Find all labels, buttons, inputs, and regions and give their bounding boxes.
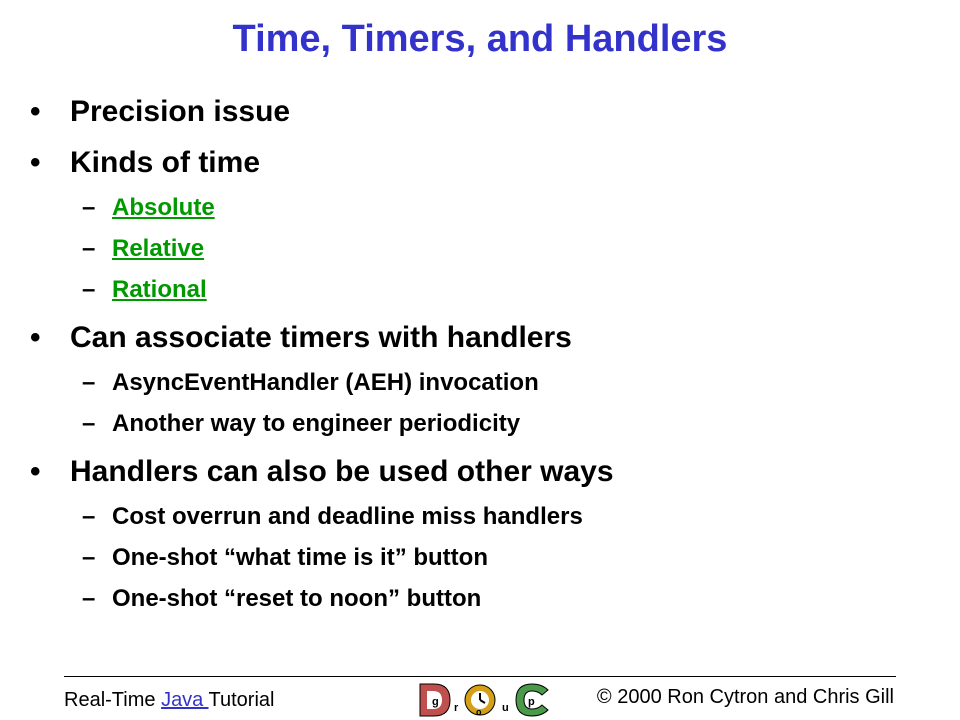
dash-symbol: – <box>82 585 96 612</box>
sub-bullet-text: AsyncEventHandler (AEH) invocation <box>112 369 539 396</box>
bullet-item <box>30 455 614 489</box>
dash-symbol: – <box>82 235 96 262</box>
bullet-text: Can associate timers with handlers <box>70 321 572 354</box>
rational-link[interactable]: Rational <box>112 276 207 303</box>
sub-bullet-text: Another way to engineer periodicity <box>112 410 521 437</box>
sub-bullet-item <box>82 235 204 263</box>
sub-bullet-text: One-shot “what time is it” button <box>112 544 488 571</box>
sub-bullet-item <box>82 544 488 572</box>
bullet-text: Precision issue <box>70 95 291 128</box>
dash-symbol: – <box>82 194 96 221</box>
slide-title: Time, Timers, and Handlers <box>232 18 728 60</box>
footer-prefix: Real-Time <box>64 689 162 711</box>
bullet-text: Kinds of time <box>70 146 261 179</box>
sub-bullet-text: One-shot “reset to noon” button <box>112 585 482 612</box>
relative-link[interactable]: Relative <box>112 235 205 262</box>
footer-copyright: © 2000 Ron Cytron and Chris Gill <box>596 686 894 708</box>
logo-letter-c <box>516 684 548 716</box>
logo-letter-d <box>420 684 450 716</box>
footer-divider <box>64 676 896 677</box>
sub-bullet-item <box>82 369 539 397</box>
bullet-item <box>30 321 572 355</box>
bullet-item <box>30 95 290 129</box>
sub-bullet-item <box>82 194 215 222</box>
footer-course-title <box>64 689 274 712</box>
bullet-symbol: • <box>30 321 41 354</box>
logo-small-g: g <box>432 696 439 708</box>
bullet-item <box>30 146 260 180</box>
logo-small-o: o <box>476 707 482 717</box>
sub-bullet-item <box>82 276 207 304</box>
logo-small-p: p <box>528 696 535 708</box>
dash-symbol: – <box>82 369 96 396</box>
doc-group-logo <box>418 682 554 718</box>
bullet-symbol: • <box>30 455 41 488</box>
bullet-text: Handlers can also be used other ways <box>70 455 614 488</box>
dash-symbol: – <box>82 410 96 437</box>
logo-small-u: u <box>502 702 509 714</box>
dash-symbol: – <box>82 276 96 303</box>
logo-letter-o <box>465 685 495 717</box>
sub-bullet-text: Cost overrun and deadline miss handlers <box>112 503 583 530</box>
bullet-symbol: • <box>30 146 41 179</box>
java-link[interactable]: Java <box>161 689 209 711</box>
absolute-link[interactable]: Absolute <box>112 194 215 221</box>
footer-suffix: Tutorial <box>208 689 275 711</box>
sub-bullet-item <box>82 585 481 613</box>
dash-symbol: – <box>82 503 96 530</box>
logo-small-r: r <box>454 702 459 714</box>
sub-bullet-item <box>82 503 583 531</box>
bullet-symbol: • <box>30 95 41 128</box>
sub-bullet-item <box>82 410 520 438</box>
dash-symbol: – <box>82 544 96 571</box>
